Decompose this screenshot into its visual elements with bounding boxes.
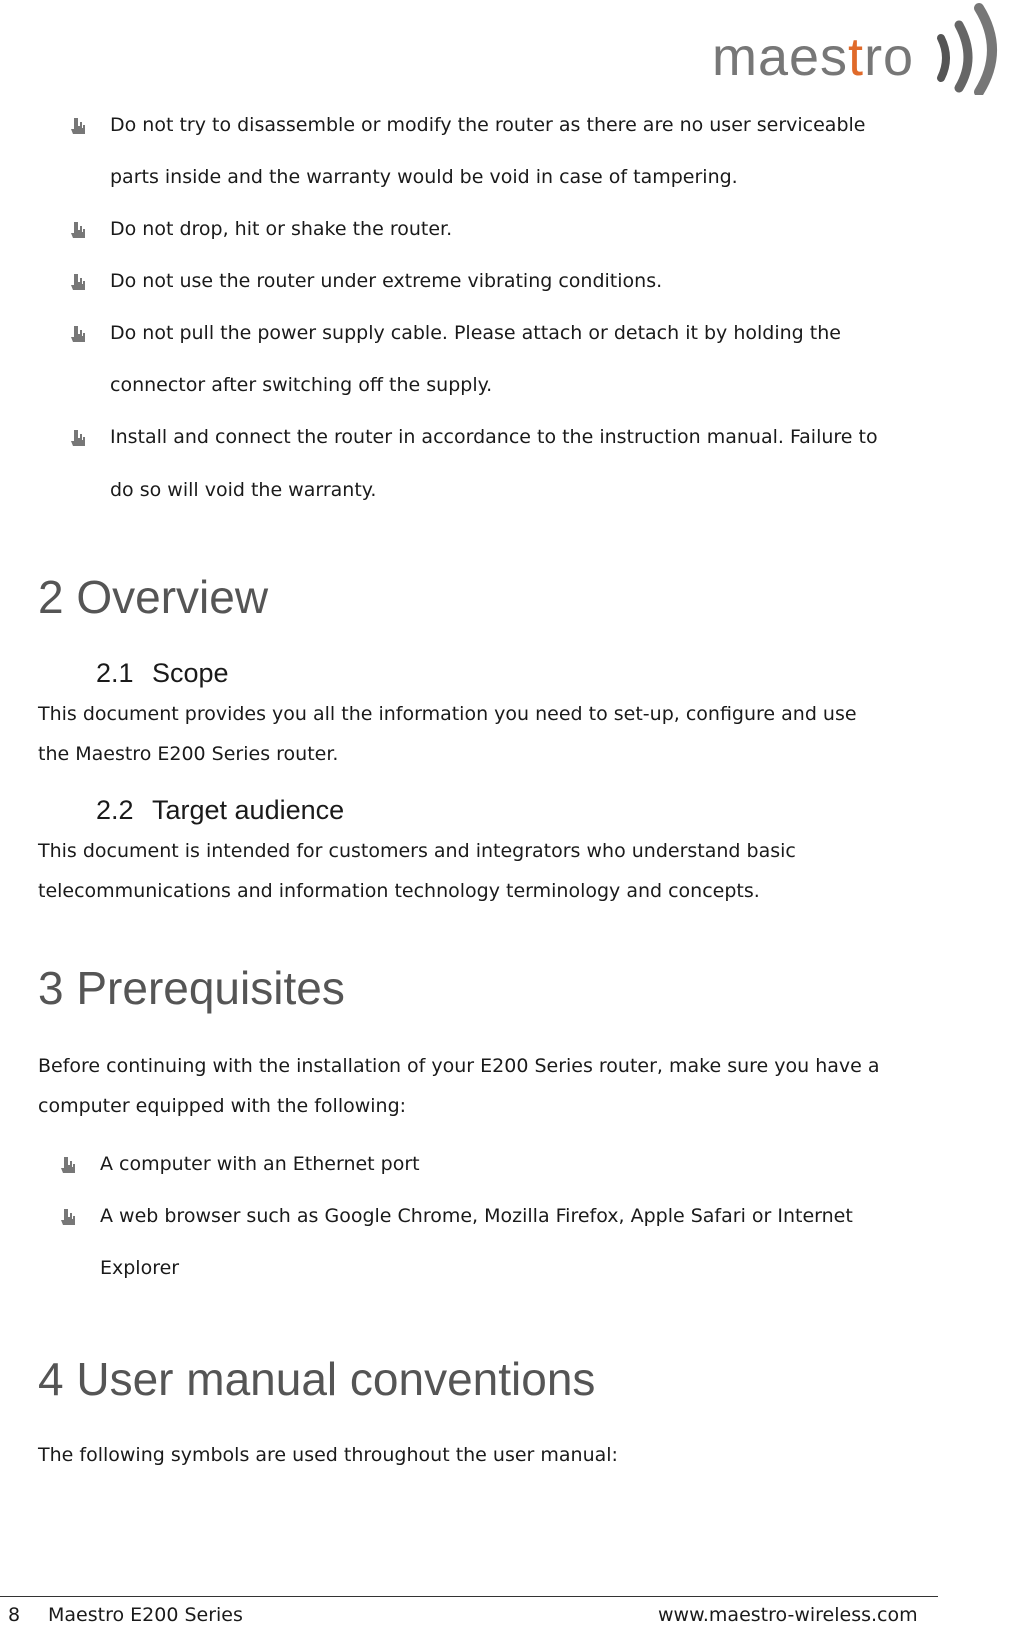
prerequisites-paragraph-line: Before continuing with the installation of your E200 Series router, make sure you have a — [38, 1055, 880, 1077]
list-item-text: Install and connect the router in accordance to the instruction manual. Failure to — [110, 426, 878, 448]
list-item-text: Explorer — [100, 1257, 180, 1279]
conventions-paragraph-line: The following symbols are used throughout the user manual: — [38, 1444, 618, 1466]
footer-page-number: 8 — [8, 1604, 21, 1626]
hand-pointer-icon — [60, 1207, 76, 1227]
section-heading-overview: 2 Overview — [38, 571, 269, 623]
list-item-text: Do not try to disassemble or modify the router as there are no user serviceable — [110, 114, 866, 136]
section-heading-prerequisites: 3 Prerequisites — [38, 962, 345, 1014]
list-item-text: do so will void the warranty. — [110, 479, 377, 501]
list-item-text: Do not drop, hit or shake the router. — [110, 218, 453, 240]
hand-pointer-icon — [60, 1155, 76, 1175]
maestro-logo — [700, 0, 1000, 95]
section-heading-user-manual-conventions: 4 User manual conventions — [38, 1353, 596, 1405]
list-item-text: connector after switching off the supply. — [110, 374, 493, 396]
footer-product-name: Maestro E200 Series — [48, 1604, 243, 1626]
audience-paragraph-line: telecommunications and information technology terminology and concepts. — [38, 880, 760, 902]
signal-waves-icon — [935, 0, 1013, 95]
list-item-text: parts inside and the warranty would be void in case of tampering. — [110, 166, 738, 188]
scope-paragraph-line: This document provides you all the information you need to set-up, configure and use — [38, 703, 857, 725]
hand-pointer-icon — [70, 272, 86, 292]
hand-pointer-icon — [70, 116, 86, 136]
hand-pointer-icon — [70, 324, 86, 344]
footer-website: www.maestro-wireless.com — [658, 1604, 918, 1626]
list-item-text: Do not pull the power supply cable. Please attach or detach it by holding the — [110, 322, 841, 344]
list-item-text: A computer with an Ethernet port — [100, 1153, 420, 1175]
subsection-heading-scope: 2.1 Scope — [96, 658, 229, 688]
hand-pointer-icon — [70, 220, 86, 240]
audience-paragraph-line: This document is intended for customers and integrators who understand basic — [38, 840, 796, 862]
hand-pointer-icon — [70, 428, 86, 448]
list-item-text: A web browser such as Google Chrome, Mozilla Firefox, Apple Safari or Internet — [100, 1205, 853, 1227]
scope-paragraph-line: the Maestro E200 Series router. — [38, 743, 339, 765]
subsection-heading-target-audience: 2.2 Target audience — [96, 795, 345, 825]
footer-divider — [0, 1596, 938, 1597]
prerequisites-paragraph-line: computer equipped with the following: — [38, 1095, 407, 1117]
logo-wordmark: maestro — [712, 27, 915, 87]
list-item-text: Do not use the router under extreme vibrating conditions. — [110, 270, 663, 292]
